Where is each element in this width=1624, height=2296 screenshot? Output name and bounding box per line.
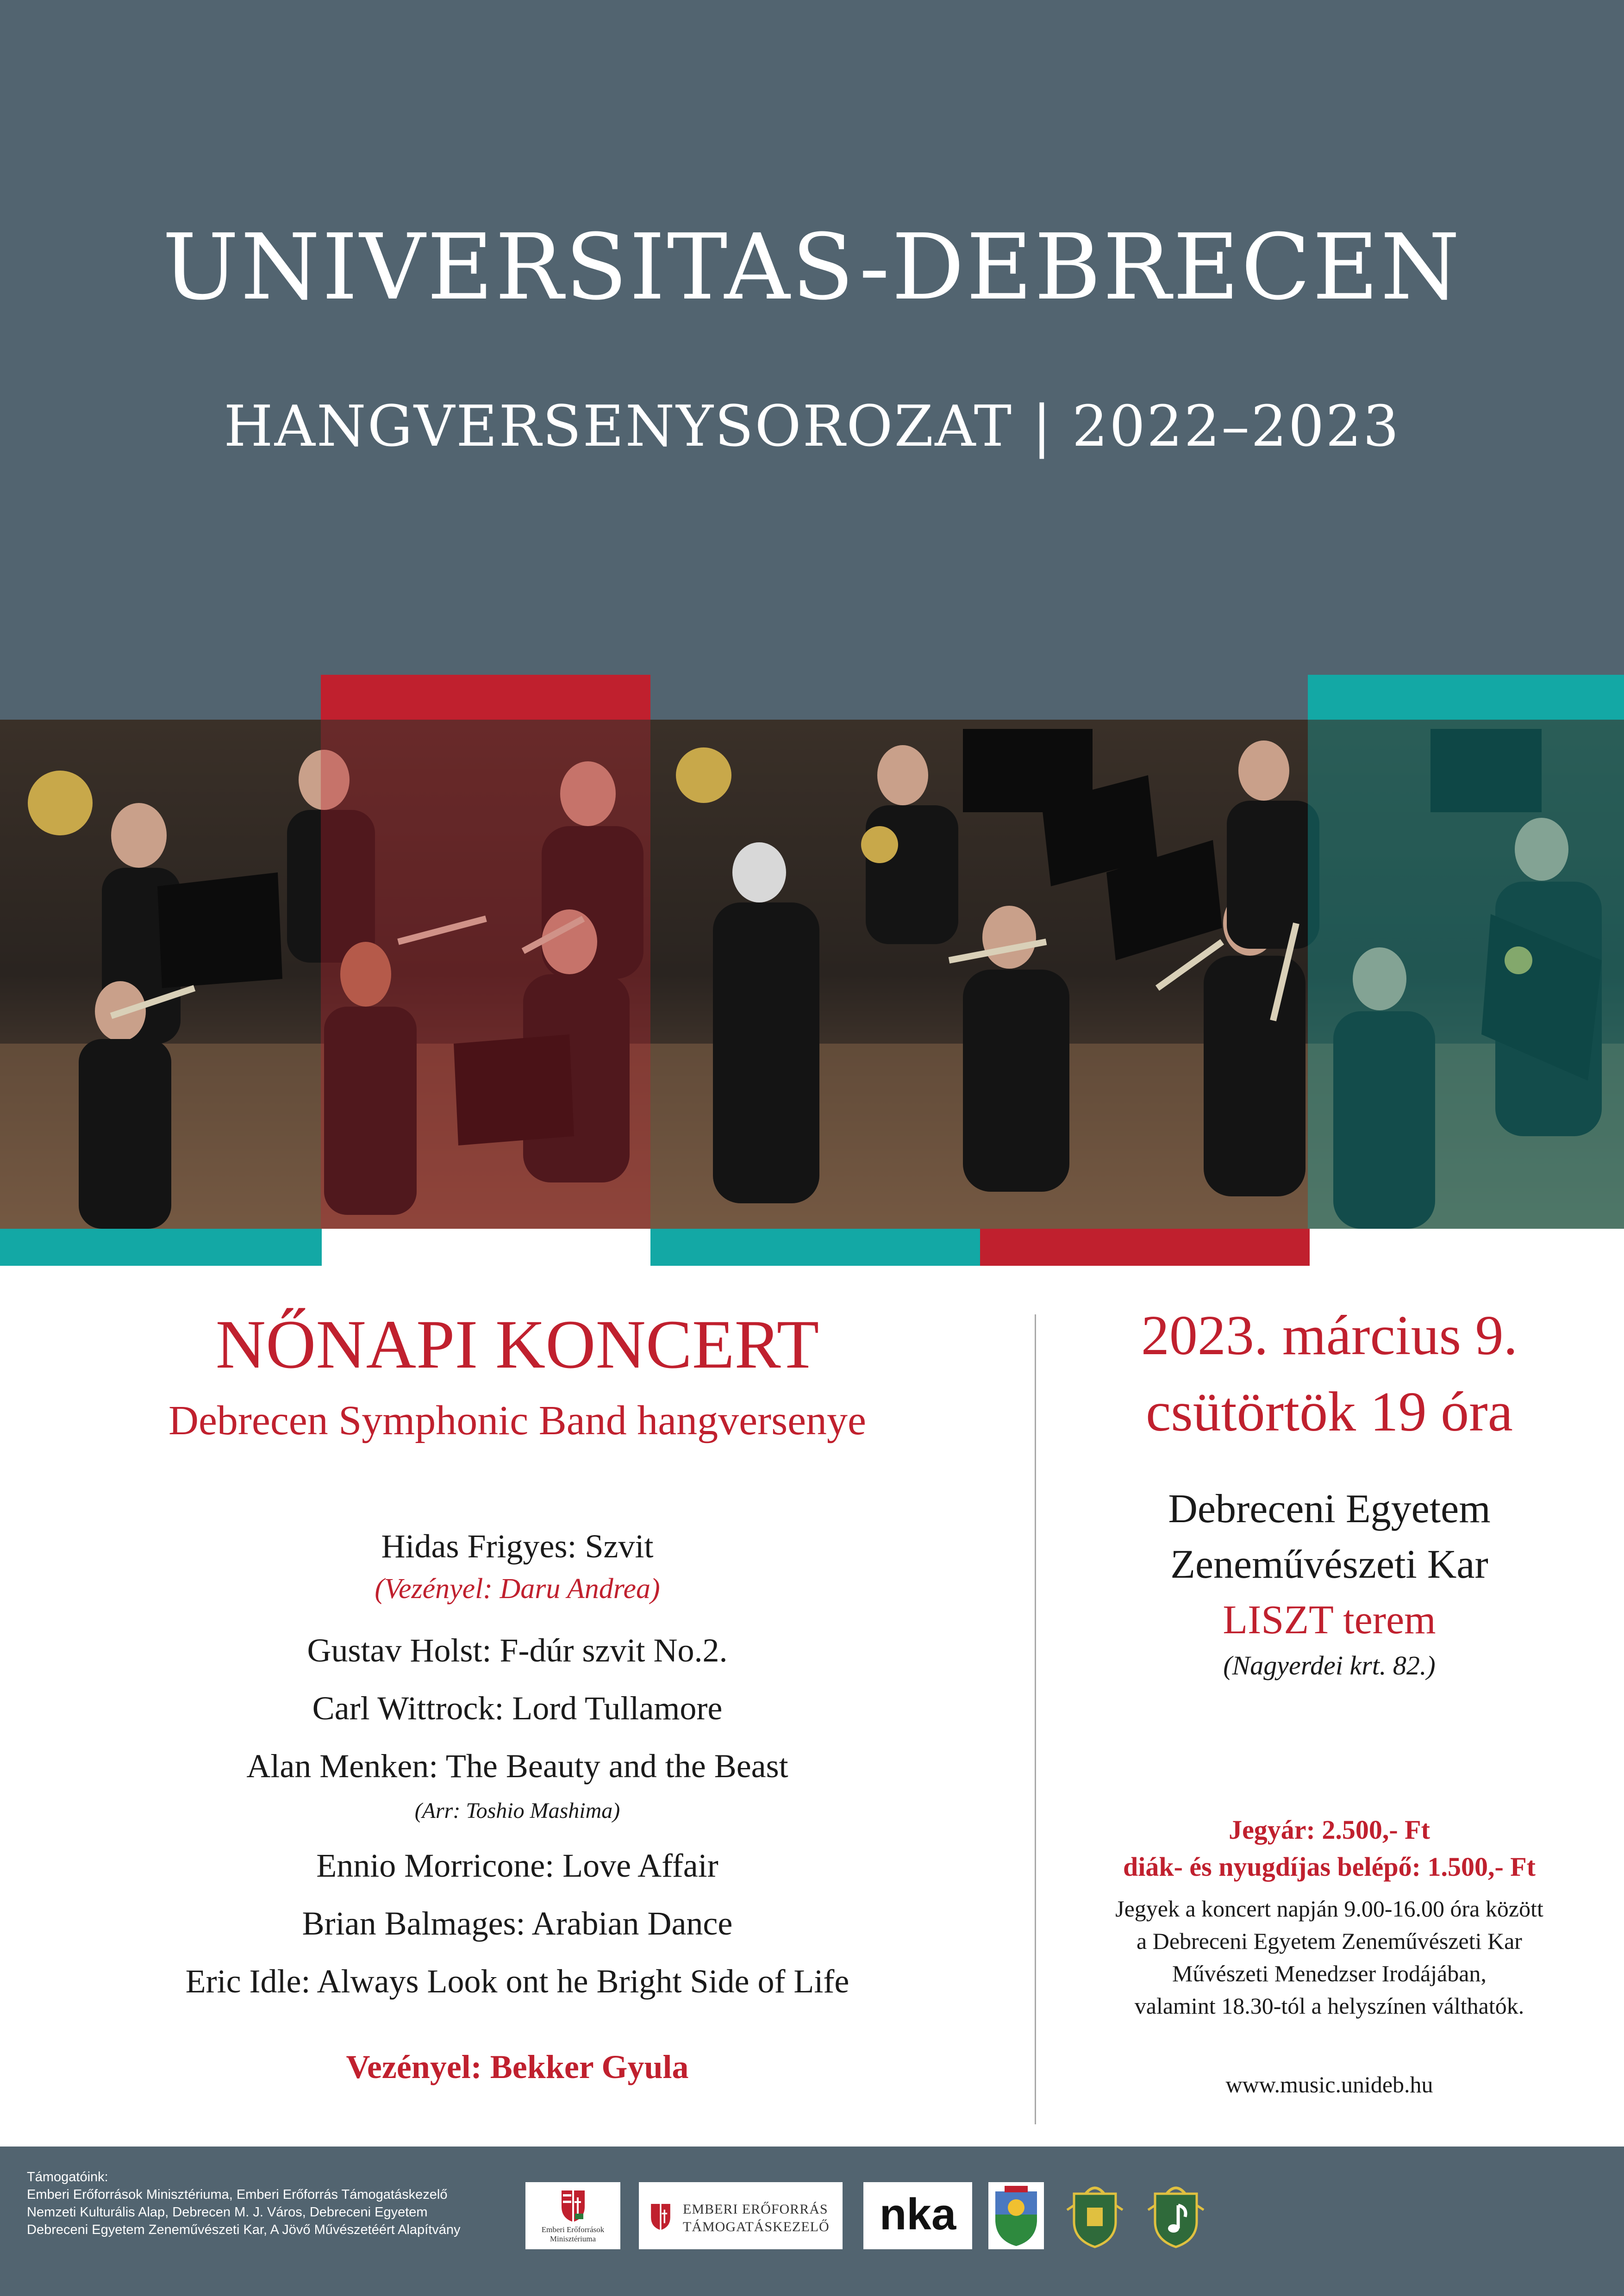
- ticket-price: Jegyár: 2.500,- Ft: [1229, 1815, 1430, 1845]
- program-item: Brian Balmages: Arabian Dance: [302, 1905, 733, 1942]
- header-band: [0, 0, 1624, 722]
- nka-logo: nka: [863, 2182, 972, 2249]
- venue-address: (Nagyerdei krt. 82.): [1223, 1650, 1436, 1680]
- venue-line: Zeneművészeti Kar: [1170, 1542, 1488, 1587]
- ticket-price-reduced: diák- és nyugdíjas belépő: 1.500,- Ft: [1123, 1852, 1536, 1882]
- event-time: csütörtök 19 óra: [1146, 1381, 1513, 1443]
- city-crest-icon: [988, 2182, 1044, 2249]
- emmi-logo: Emberi Erőforrások Minisztériuma: [525, 2182, 620, 2249]
- music-faculty-crest-icon: [1146, 2182, 1206, 2249]
- venue-hall: LISZT terem: [1223, 1598, 1436, 1643]
- program-note: (Arr: Toshio Mashima): [414, 1798, 620, 1823]
- sponsors-label: Támogatóink:: [27, 2170, 108, 2184]
- concert-title: NŐNAPI KONCERT: [215, 1306, 819, 1383]
- accent-bar-red-top: [321, 675, 650, 721]
- ticket-info-line: valamint 18.30-tól a helyszínen válthatók.: [1134, 1993, 1524, 2019]
- program-item: Eric Idle: Always Look ont he Bright Side of Life: [185, 1963, 849, 2000]
- concert-subtitle: Debrecen Symphonic Band hangversenye: [168, 1398, 867, 1444]
- accent-bar-teal-top: [1308, 675, 1624, 721]
- debrecen-city-crest: [988, 2182, 1044, 2249]
- ticket-info-line: Művészeti Menedzser Irodájában,: [1172, 1960, 1487, 1986]
- program-item: Hidas Frigyes: Szvit: [381, 1528, 654, 1565]
- hungarian-coat-of-arms-icon: [559, 2186, 587, 2223]
- program-item: Gustav Holst: F-dúr szvit No.2.: [307, 1632, 728, 1669]
- university-crest-icon: [1065, 2182, 1125, 2249]
- venue-line: Debreceni Egyetem: [1168, 1487, 1491, 1531]
- music-faculty-crest: [1146, 2182, 1206, 2249]
- band-photo: [0, 720, 1624, 1229]
- etk-logo: EMBERI ERŐFORRÁS TÁMOGATÁSKEZELŐ: [639, 2182, 843, 2249]
- website-link[interactable]: www.music.unideb.hu: [1225, 2072, 1433, 2097]
- ticket-info-line: Jegyek a koncert napján 9.00-16.00 óra között: [1115, 1896, 1543, 1922]
- sponsors-line: Emberi Erőforrások Minisztériuma, Emberi Erőforrás Támogatáskezelő: [27, 2187, 448, 2202]
- program-item: Alan Menken: The Beauty and the Beast: [246, 1748, 788, 1785]
- program-note: (Vezényel: Daru Andrea): [375, 1573, 660, 1605]
- hungarian-coat-of-arms-icon: [649, 2199, 672, 2232]
- conductor: Vezényel: Bekker Gyula: [346, 2048, 689, 2085]
- series-title: UNIVERSITAS-DEBRECEN: [162, 215, 1462, 320]
- series-subtitle: HANGVERSENYSOROZAT | 2022–2023: [224, 393, 1400, 459]
- sponsors-line: Nemzeti Kulturális Alap, Debrecen M. J. Város, Debreceni Egyetem: [27, 2205, 428, 2220]
- program-item: Ennio Morricone: Love Affair: [316, 1847, 718, 1884]
- sponsors-text: [27, 2168, 518, 2239]
- event-date: 2023. március 9.: [1141, 1304, 1518, 1367]
- program-item: Carl Wittrock: Lord Tullamore: [312, 1690, 723, 1727]
- ticket-info-line: a Debreceni Egyetem Zeneművészeti Kar: [1137, 1928, 1522, 1954]
- university-crest: [1065, 2182, 1125, 2249]
- sponsors-line: Debreceni Egyetem Zeneművészeti Kar, A Jövő Művészetéért Alapítvány: [27, 2222, 461, 2237]
